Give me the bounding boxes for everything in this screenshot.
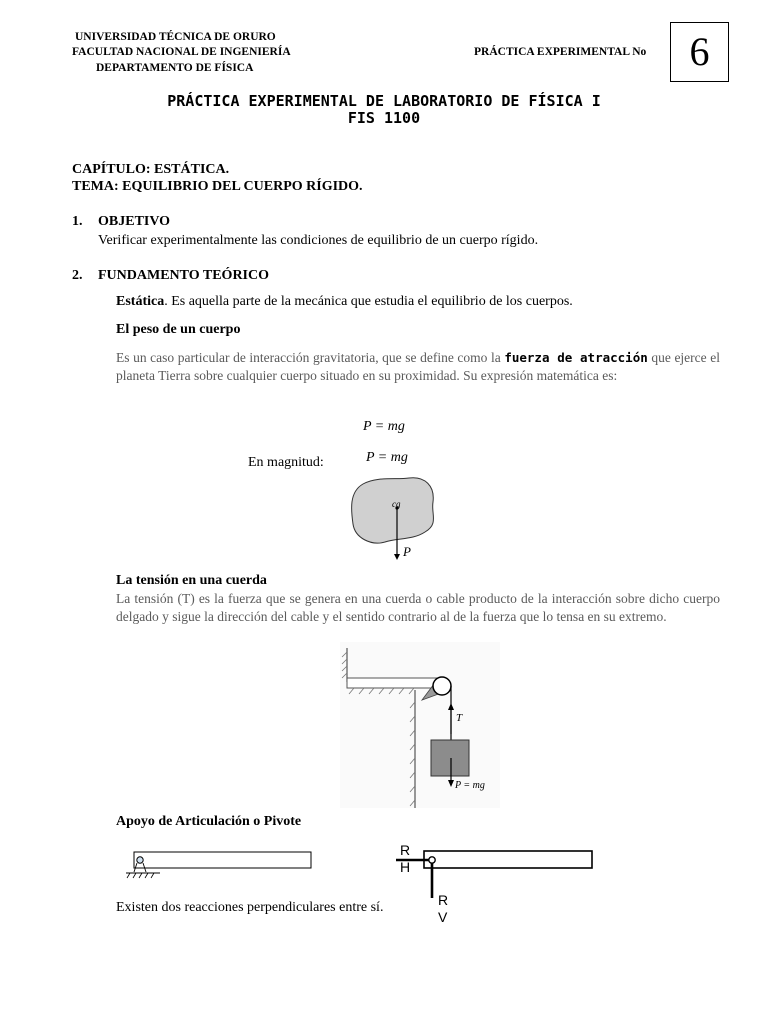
- pivot-reactions-figure: [394, 848, 596, 900]
- weight-vector-label: P⃗: [403, 544, 422, 559]
- cg-label: cg: [392, 499, 401, 509]
- weight-text-a: Es un caso particular de interacción gravitatoria, que se define como la: [116, 350, 505, 365]
- faculty-name: FACULTAD NACIONAL DE INGENIERÍA: [72, 46, 291, 58]
- section-1-text: Verificar experimentalmente las condiciones de equilibrio de un cuerpo rígido.: [98, 233, 539, 248]
- reaction-h-h: H: [400, 859, 411, 875]
- magnitude-label: En magnitud:: [248, 455, 324, 470]
- statics-def-text: . Es aquella parte de la mecánica que estudia el equilibrio de los cuerpos.: [164, 294, 573, 309]
- magnitude-formula: P = mg: [366, 450, 408, 465]
- topic-heading: TEMA: EQUILIBRIO DEL CUERPO RÍGIDO.: [72, 179, 363, 194]
- weight-formula: P = mg: [363, 419, 405, 434]
- section-2-number: 2.: [72, 268, 83, 283]
- statics-term: Estática: [116, 294, 165, 309]
- weight-text-b: que ejerce el planeta Tierra sobre cualquier cuerpo situado en su proximidad. Su expresión matemática es:: [116, 350, 720, 383]
- tension-weight-label: P = mg: [455, 780, 485, 791]
- department-name: DEPARTAMENTO DE FÍSICA: [96, 62, 254, 74]
- reaction-h-r: R: [400, 842, 411, 858]
- pivot-heading: Apoyo de Articulación o Pivote: [116, 814, 302, 829]
- weight-heading: El peso de un cuerpo: [116, 322, 241, 337]
- reaction-v-v: V: [438, 909, 448, 925]
- tension-label: T: [456, 712, 463, 724]
- weight-paragraph: [116, 349, 720, 385]
- weight-bold-term: fuerza de atracción: [504, 350, 648, 365]
- pivot-support-figure: [124, 848, 316, 880]
- tension-paragraph: La tensión (T) es la fuerza que se genera en una cuerda o cable producto de la interacción sobre dicho cuerpo delgado y sigue la dirección del cable y el sentido contrario al de la fuerza que lo tensa en su extremo.: [116, 591, 720, 624]
- statics-definition: [116, 294, 573, 310]
- document-subtitle: FIS 1100: [347, 109, 421, 127]
- document-title: PRÁCTICA EXPERIMENTAL DE LABORATORIO DE FÍSICA I: [167, 92, 601, 110]
- practice-number-box: [670, 22, 729, 82]
- university-name: UNIVERSIDAD TÉCNICA DE ORURO: [75, 31, 276, 43]
- pivot-text: Existen dos reacciones perpendiculares entre sí.: [116, 900, 384, 915]
- center-of-gravity-figure: [345, 472, 445, 572]
- practice-label: PRÁCTICA EXPERIMENTAL No: [474, 46, 647, 58]
- practice-number: 6: [689, 29, 710, 74]
- section-1-heading: OBJETIVO: [98, 214, 171, 229]
- chapter-heading: CAPÍTULO: ESTÁTICA.: [72, 162, 230, 177]
- tension-heading: La tensión en una cuerda: [116, 573, 267, 588]
- section-1-number: 1.: [72, 214, 83, 229]
- section-2-heading: FUNDAMENTO TEÓRICO: [98, 268, 270, 283]
- reaction-v-r: R: [438, 892, 449, 908]
